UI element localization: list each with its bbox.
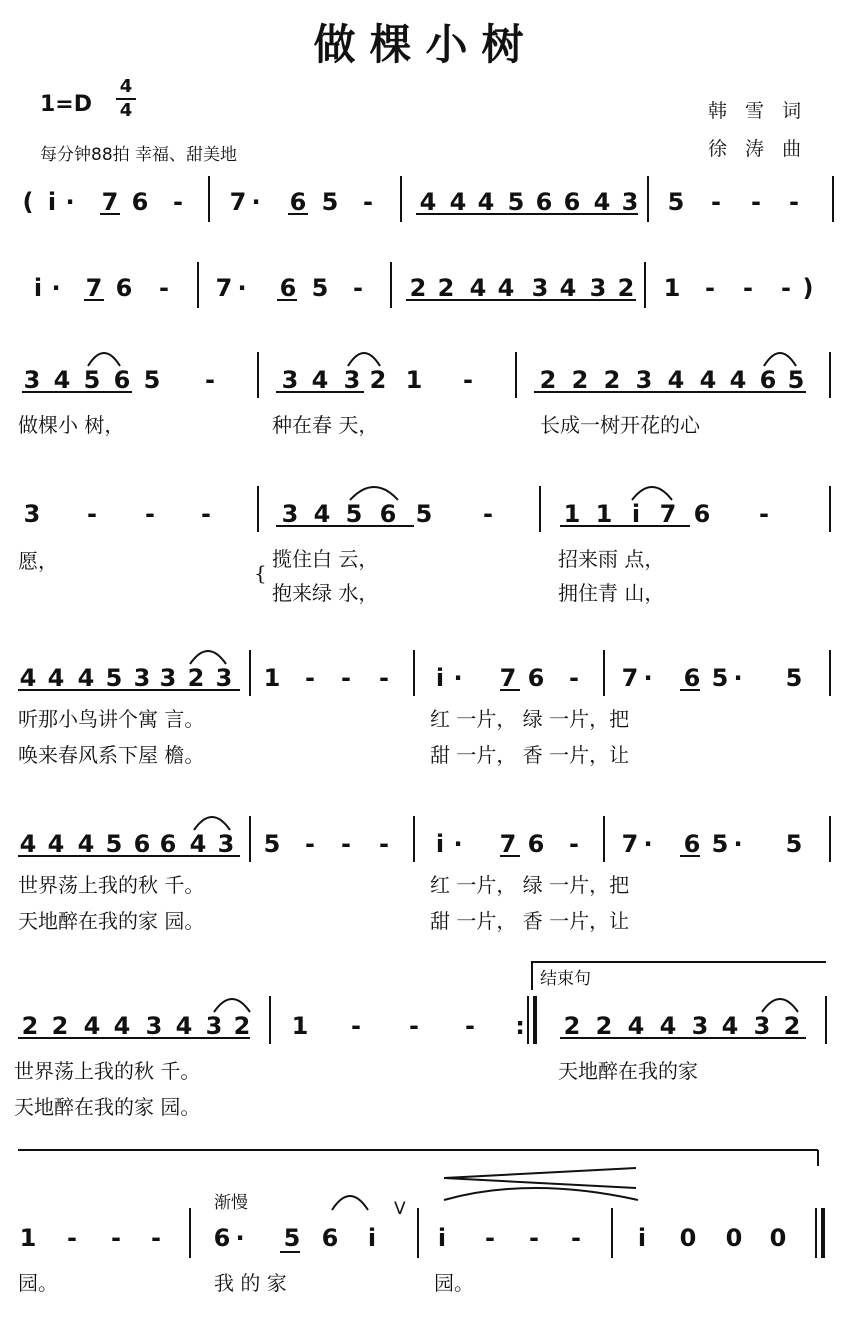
lyric-line: 唤来春风系下屋 檐。 <box>18 743 205 767</box>
svg-text:7: 7 <box>101 188 119 216</box>
svg-text:0: 0 <box>679 1224 697 1252</box>
svg-text:-: - <box>351 1012 361 1040</box>
svg-text:3: 3 <box>589 274 607 302</box>
svg-text:4: 4 <box>47 664 65 692</box>
svg-text:4: 4 <box>699 366 717 394</box>
svg-text:(: ( <box>22 188 34 216</box>
svg-text:4: 4 <box>19 830 37 858</box>
lyric-line: 天地醉在我的家 园。 <box>18 909 205 933</box>
svg-text:2: 2 <box>563 1012 581 1040</box>
svg-text:4: 4 <box>311 366 329 394</box>
lyric-line: 世界荡上我的秋 千。 <box>18 873 205 897</box>
lyric-line: 听那小鸟讲个寓 言。 <box>18 707 205 731</box>
svg-text:-: - <box>341 664 351 692</box>
svg-text:-: - <box>409 1012 419 1040</box>
svg-text:1: 1 <box>263 664 281 692</box>
system-6-notes <box>20 830 803 858</box>
svg-text:7: 7 <box>659 500 677 528</box>
svg-text:6: 6 <box>759 366 777 394</box>
svg-text:7: 7 <box>621 830 639 858</box>
svg-text:3: 3 <box>217 830 235 858</box>
svg-text:-: - <box>571 1224 581 1252</box>
svg-text:i: i <box>47 188 57 216</box>
svg-text:7: 7 <box>621 664 639 692</box>
ending-label: 结束句 <box>540 969 591 989</box>
svg-text:4: 4 <box>83 1012 101 1040</box>
svg-text:-: - <box>305 830 315 858</box>
svg-text:3: 3 <box>343 366 361 394</box>
svg-text:6: 6 <box>527 830 545 858</box>
svg-text:4: 4 <box>477 188 495 216</box>
svg-text:i: i <box>33 274 43 302</box>
svg-text:5: 5 <box>785 830 803 858</box>
svg-text:·: · <box>235 1224 245 1252</box>
lyric-line: 愿， <box>18 549 58 573</box>
lyric-line: 长成一树开花的心 <box>540 413 700 437</box>
svg-text:4: 4 <box>469 274 487 302</box>
svg-text:7: 7 <box>499 664 517 692</box>
svg-text:2: 2 <box>51 1012 69 1040</box>
svg-text:4: 4 <box>721 1012 739 1040</box>
svg-text:·: · <box>51 274 61 302</box>
svg-text:·: · <box>733 830 743 858</box>
svg-text:6: 6 <box>527 664 545 692</box>
lyric-line: 甜 一片， 香 一片，让 <box>430 909 630 933</box>
system-2-notes <box>34 274 814 302</box>
svg-text:3: 3 <box>621 188 639 216</box>
svg-text:-: - <box>463 366 473 394</box>
svg-text:5: 5 <box>667 188 685 216</box>
time-signature-top: 4 <box>119 76 133 97</box>
lyric-line: 园。 <box>18 1271 58 1295</box>
lyric-line: 红 一片， 绿 一片，把 <box>430 873 630 897</box>
svg-text:-: - <box>529 1224 539 1252</box>
svg-text:4: 4 <box>667 366 685 394</box>
key-signature: 1=D <box>40 92 93 117</box>
svg-text:3: 3 <box>691 1012 709 1040</box>
svg-text:7: 7 <box>215 274 233 302</box>
svg-text:-: - <box>569 664 579 692</box>
svg-text:4: 4 <box>47 830 65 858</box>
lyric-line: 种在春 天， <box>272 413 379 437</box>
lyric-line: 园。 <box>434 1271 474 1295</box>
svg-text:4: 4 <box>729 366 747 394</box>
svg-text:6: 6 <box>159 830 177 858</box>
svg-text:2: 2 <box>571 366 589 394</box>
lyric-line: 招来雨 点， <box>558 547 665 571</box>
lyricist-credit: 韩 雪 词 <box>708 100 808 122</box>
svg-text:5: 5 <box>345 500 363 528</box>
lyric-line: 红 一片， 绿 一片，把 <box>430 707 630 731</box>
svg-text:-: - <box>87 500 97 528</box>
svg-text:4: 4 <box>175 1012 193 1040</box>
system-1-notes <box>23 188 799 216</box>
svg-text:3: 3 <box>133 664 151 692</box>
svg-text:6: 6 <box>693 500 711 528</box>
svg-text:4: 4 <box>313 500 331 528</box>
svg-text:-: - <box>353 274 363 302</box>
svg-text:3: 3 <box>145 1012 163 1040</box>
svg-text:2: 2 <box>783 1012 801 1040</box>
svg-text:·: · <box>65 188 75 216</box>
svg-text:i: i <box>435 830 445 858</box>
svg-text:5: 5 <box>143 366 161 394</box>
svg-text:4: 4 <box>659 1012 677 1040</box>
svg-text:7: 7 <box>229 188 247 216</box>
svg-text:1: 1 <box>291 1012 309 1040</box>
svg-text:·: · <box>251 188 261 216</box>
svg-text:·: · <box>237 274 247 302</box>
system-8-notes <box>20 1199 787 1252</box>
svg-text:-: - <box>711 188 721 216</box>
lyric-line: 天地醉在我的家 <box>558 1059 698 1083</box>
svg-text:2: 2 <box>437 274 455 302</box>
svg-text:3: 3 <box>205 1012 223 1040</box>
svg-text:6: 6 <box>683 830 701 858</box>
svg-text:-: - <box>205 366 215 394</box>
lyric-line: 揽住白 云， <box>272 547 379 571</box>
svg-text:4: 4 <box>593 188 611 216</box>
svg-text:3: 3 <box>23 500 41 528</box>
svg-text:-: - <box>145 500 155 528</box>
svg-text:V: V <box>394 1199 406 1219</box>
svg-text:-: - <box>569 830 579 858</box>
svg-text:4: 4 <box>449 188 467 216</box>
svg-text:3: 3 <box>281 366 299 394</box>
svg-text:i: i <box>367 1224 377 1252</box>
svg-text:i: i <box>637 1224 647 1252</box>
lyric-line: 拥住青 山， <box>558 581 665 605</box>
svg-text:4: 4 <box>419 188 437 216</box>
ritardando-label: 渐慢 <box>214 1193 248 1213</box>
svg-text::: : <box>515 1012 525 1040</box>
svg-text:-: - <box>705 274 715 302</box>
svg-text:2: 2 <box>409 274 427 302</box>
svg-text:3: 3 <box>159 664 177 692</box>
svg-text:6: 6 <box>131 188 149 216</box>
svg-text:6: 6 <box>535 188 553 216</box>
svg-text:-: - <box>789 188 799 216</box>
svg-text:6: 6 <box>133 830 151 858</box>
svg-text:-: - <box>759 500 769 528</box>
svg-text:·: · <box>453 830 463 858</box>
svg-text:4: 4 <box>559 274 577 302</box>
svg-text:-: - <box>173 188 183 216</box>
svg-text:5: 5 <box>785 664 803 692</box>
svg-text:4: 4 <box>19 664 37 692</box>
svg-text:3: 3 <box>281 500 299 528</box>
svg-text:6: 6 <box>279 274 297 302</box>
svg-text:5: 5 <box>711 664 729 692</box>
composer-credit: 徐 涛 曲 <box>708 138 808 160</box>
svg-text:5: 5 <box>787 366 805 394</box>
svg-text:-: - <box>341 830 351 858</box>
lyric-line: 甜 一片， 香 一片，让 <box>430 743 630 767</box>
svg-text:6: 6 <box>213 1224 231 1252</box>
lyric-line: 世界荡上我的秋 千。 <box>14 1059 201 1083</box>
svg-text:5: 5 <box>263 830 281 858</box>
lyric-line: 做棵小 树， <box>18 413 125 437</box>
svg-text:-: - <box>159 274 169 302</box>
svg-text:): ) <box>802 274 814 302</box>
svg-text:·: · <box>453 664 463 692</box>
svg-text:i: i <box>631 500 641 528</box>
svg-text:2: 2 <box>233 1012 251 1040</box>
svg-text:6: 6 <box>289 188 307 216</box>
svg-text:5: 5 <box>507 188 525 216</box>
time-signature-bottom: 4 <box>119 100 133 121</box>
svg-text:i: i <box>437 1224 447 1252</box>
svg-text:-: - <box>483 500 493 528</box>
lyric-line: 抱来绿 水， <box>272 581 379 605</box>
svg-text:6: 6 <box>563 188 581 216</box>
svg-text:3: 3 <box>215 664 233 692</box>
system-4-notes <box>24 500 769 528</box>
svg-text:2: 2 <box>21 1012 39 1040</box>
svg-text:4: 4 <box>77 830 95 858</box>
svg-text:5: 5 <box>311 274 329 302</box>
svg-text:1: 1 <box>563 500 581 528</box>
svg-text:-: - <box>743 274 753 302</box>
svg-text:4: 4 <box>113 1012 131 1040</box>
svg-text:2: 2 <box>617 274 635 302</box>
svg-text:2: 2 <box>187 664 205 692</box>
svg-text:6: 6 <box>321 1224 339 1252</box>
svg-text:3: 3 <box>531 274 549 302</box>
svg-text:i: i <box>435 664 445 692</box>
svg-text:-: - <box>379 830 389 858</box>
svg-text:1: 1 <box>595 500 613 528</box>
svg-text:6: 6 <box>113 366 131 394</box>
svg-text:5: 5 <box>283 1224 301 1252</box>
svg-text:4: 4 <box>77 664 95 692</box>
svg-text:-: - <box>781 274 791 302</box>
svg-text:3: 3 <box>635 366 653 394</box>
svg-text:2: 2 <box>369 366 387 394</box>
svg-text:4: 4 <box>53 366 71 394</box>
svg-text:5: 5 <box>83 366 101 394</box>
svg-text:4: 4 <box>627 1012 645 1040</box>
svg-text:5: 5 <box>105 664 123 692</box>
svg-text:·: · <box>643 664 653 692</box>
svg-text:6: 6 <box>683 664 701 692</box>
svg-text:7: 7 <box>85 274 103 302</box>
system-7-notes <box>22 1012 801 1040</box>
svg-text:1: 1 <box>19 1224 37 1252</box>
svg-text:2: 2 <box>595 1012 613 1040</box>
svg-text:5: 5 <box>415 500 433 528</box>
svg-text:-: - <box>67 1224 77 1252</box>
svg-text:-: - <box>111 1224 121 1252</box>
svg-text:-: - <box>305 664 315 692</box>
svg-text:-: - <box>465 1012 475 1040</box>
svg-text:-: - <box>485 1224 495 1252</box>
svg-text:-: - <box>363 188 373 216</box>
svg-text:5: 5 <box>105 830 123 858</box>
svg-text:5: 5 <box>711 830 729 858</box>
svg-text:·: · <box>643 830 653 858</box>
svg-text:-: - <box>151 1224 161 1252</box>
svg-text:-: - <box>751 188 761 216</box>
tempo-marking: 每分钟88拍 幸福、甜美地 <box>40 145 238 165</box>
svg-text:1: 1 <box>405 366 423 394</box>
svg-text:1: 1 <box>663 274 681 302</box>
system-5-notes <box>20 664 803 692</box>
svg-text:5: 5 <box>321 188 339 216</box>
svg-text:7: 7 <box>499 830 517 858</box>
svg-text:2: 2 <box>603 366 621 394</box>
svg-text:6: 6 <box>379 500 397 528</box>
svg-text:3: 3 <box>753 1012 771 1040</box>
brace: { <box>254 561 267 585</box>
lyric-line: 我 的 家 <box>214 1271 287 1295</box>
svg-text:4: 4 <box>189 830 207 858</box>
song-title: 做棵小树 <box>313 20 538 69</box>
svg-text:·: · <box>733 664 743 692</box>
svg-text:6: 6 <box>115 274 133 302</box>
svg-text:2: 2 <box>539 366 557 394</box>
svg-text:4: 4 <box>497 274 515 302</box>
svg-text:3: 3 <box>23 366 41 394</box>
svg-text:-: - <box>201 500 211 528</box>
system-3-notes <box>24 366 805 394</box>
svg-text:0: 0 <box>725 1224 743 1252</box>
svg-text:0: 0 <box>769 1224 787 1252</box>
svg-text:-: - <box>379 664 389 692</box>
lyric-line: 天地醉在我的家 园。 <box>14 1095 201 1119</box>
